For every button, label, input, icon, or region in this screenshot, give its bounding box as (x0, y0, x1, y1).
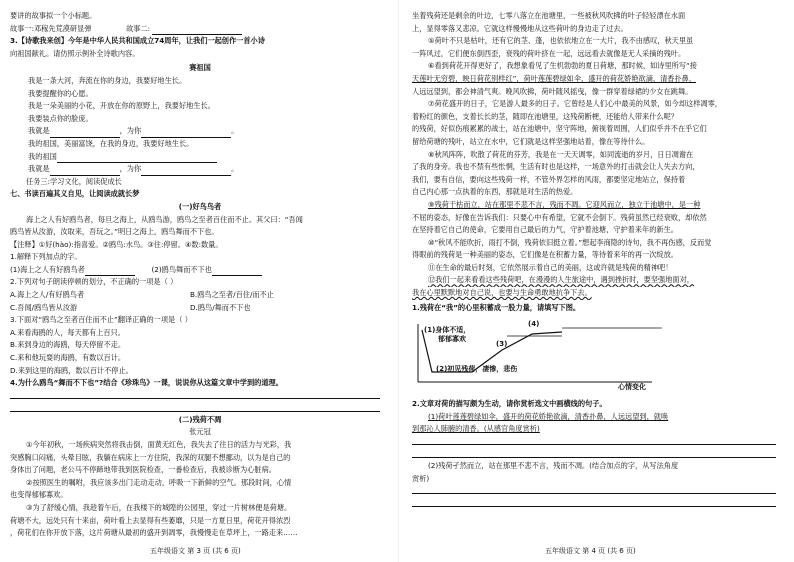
rq2-b: (2)残荷孑然而立，站在那里不悲不言，残而不凋。(结合加点的字，从写法角度 (428, 461, 679, 471)
q1-a-blank[interactable] (85, 267, 135, 276)
left-line-0: 要讲的故事拟一个小标题。 (10, 11, 97, 20)
q3-option-b[interactable]: B.来到身边的海鸥，每天停留不走。 (10, 340, 126, 350)
rq2-b-answer-line-1[interactable] (412, 485, 776, 494)
question-3-cont: 向祖国献礼。请仿照示例补全诗歌内容。 (10, 48, 140, 58)
rq2: 2.文章对荷的描写颇为生动，请你赏析选文中画横线的句子。 (412, 399, 607, 409)
story-two-blank[interactable] (152, 26, 242, 35)
rp-line-15: 自己内心那一点执着的东西，那就是对生活的热爱。 (412, 187, 578, 197)
q2-options-row-2 (10, 302, 390, 315)
q1-b-blank[interactable] (212, 267, 262, 276)
right-page-footer: 五年级语文 第 4 页 (共 6 页) (545, 547, 636, 555)
diagram-node-1: (1)身体不适， (424, 326, 471, 335)
poem-fill-line-2 (10, 163, 390, 176)
q2-option-a[interactable]: A.海上之人/有好鸥鸟者 (10, 290, 85, 300)
q1-a: (1)海上之人有好鸥鸟者 (10, 264, 85, 274)
passage-2-line-7: 荷塘不大，远处只有十来亩，荷叶看上去显得有些萎靡，只是一方夏日里，荷花开得浓烈 (10, 515, 291, 525)
rp-line-3: ⑤荷叶不只是枯叶，还有它的茎、蓬，也依依地立在一大片，我不由感叹，秋天里虽 (428, 36, 694, 46)
q1: 1.解释下列加点的字。 (10, 252, 82, 262)
story-two-label: 故事二: (126, 23, 151, 33)
poem-blank-2[interactable] (141, 129, 231, 138)
rp-line-2: 上，显得零落又悲凉。它就这样慢慢地从这些荷叶的身边走了过去。 (412, 23, 628, 33)
poem-line-3: 我是一朵美丽的小花，开放在你的原野上，我要好地生长。 (28, 101, 215, 111)
rp-line-7: 人远远望到，都会神清气爽。晚风吹拂，荷叶随风摇曳，像一群穿着绿裙的少女在跳舞。 (412, 86, 693, 96)
sub-title-1: (一)好鸟鸟者 (178, 201, 222, 211)
rp-line-11: 留给荷塘的残叶，站立在水中，它们就是这样坚强地站着，像在等待什么。 (412, 136, 650, 146)
poem-fill-end: 。 (231, 126, 239, 136)
author: 张元冠 (189, 427, 211, 437)
rp-line-14: 我们，要有自信，要向这些残荷一样，不管外界怎样的风雨，都要坚定地站立，保持着 (412, 174, 686, 184)
question-3: 3.【诗歌我来创】今年是中华人民共和国成立74周年，让我们一起创作一首小诗 (10, 36, 265, 46)
rq2-b-answer-line-2[interactable] (412, 498, 776, 507)
rp-line-22: ⑫我们一起来看看这些残荷吧，在漫漫的人生旅途中，遇到挫折时，要坚强地面对， (428, 275, 694, 285)
q3-option-a[interactable]: A.来看海鸥的人，每天都有上百只。 (10, 327, 125, 337)
poem-blank-5[interactable] (141, 167, 231, 176)
left-page-footer: 五年级语文 第 3 页 (共 6 页) (150, 547, 241, 555)
passage-1-line-1: 海上之人有好鸥鸟者，每旦之海上，从鸥鸟游，鸥鸟之至者百住而不止。其父曰：“吾闻 (26, 214, 303, 224)
rp-line-6: 天莲叶无穷碧，映日荷花别样红”，荷叶莲莲碧绿如伞，盛开的荷花娇艳欲滴，清香扑鼻， (412, 73, 697, 83)
q4-answer-line-2[interactable] (10, 403, 380, 412)
poem-blank-3[interactable] (57, 154, 217, 163)
passage-2-line-8: ，荷花们在你开放下落，这片荷塘从最初的盛开到凋零，我慢慢走在草坪上，一路走来…… (10, 528, 298, 538)
rp-line-18: 在坚持着它自己的使命，它要用自己最后的力气，守护着池塘，守护着来年的新生。 (412, 225, 678, 235)
poem-motherland: 我的祖国 (28, 151, 57, 161)
rp-line-1: 坐着残荷还是剩余的叶边，七零八落立在池塘里，一些被秋风吹拂的叶子轻轻漂在水面 (412, 11, 686, 20)
rp-line-13: 了我的身旁。我也不禁有些怅惘，生活有时也是这样，一场意外的打击就会让人失去方向， (412, 162, 700, 172)
poem-fill2-end: 。 (231, 164, 239, 174)
q1-items (10, 264, 390, 277)
q2-option-d[interactable]: D.鸥鸟/舞而不下也 (190, 302, 251, 312)
q2-options-row-1 (10, 289, 390, 302)
rq1: 1.残荷在“我”的心里积蓄成一股力量，请填写下图。 (412, 302, 581, 312)
q3-option-d[interactable]: D.来到这里的海鸥，数以百计不停止。 (10, 365, 133, 375)
poem-fill-line-1 (10, 125, 390, 138)
rp-line-5: ⑥看到荷花开得更好了，我想象看见了生机勃勃的夏日荷塘，那时候，如诗里所写“接 (428, 61, 697, 71)
poem-fill2-prefix: 我就是 (28, 164, 50, 174)
q4: 4.为什么鸥鸟“舞而不下也”?结合《珍珠鸟》一课，说说你从这篇文章中学到的道理。 (10, 378, 283, 388)
passage-1-line-2: 鸥鸟皆从汝游，汝取来，吾玩之。”明日之海上，鸥鸟舞而不下也。 (10, 227, 219, 237)
rp-line-17: 不屈的姿态，好像在告诉我们：只要心中有希望，它就不会倒下。残荷虽然已经衰败，却依然 (412, 212, 707, 222)
q2: 2.下列对句子朗读停顿的划分，不正确的一项是（ ） (10, 277, 178, 287)
poem-fill-prefix: 我就是 (28, 126, 50, 136)
section-7: 七、书读百遍其义自见，让阅读成就长梦 (10, 189, 140, 199)
story-one-title: 故事一:邓稼先荒漠研显弹 (10, 23, 92, 33)
q4-answer-line-1[interactable] (10, 390, 380, 399)
passage-2-line-3: 身体出了问题，老公马不停蹄地带我到医院检查，一番检查后，我被诊断为心脏病。 (10, 465, 276, 475)
rq2-b-cont: 赏析) (412, 473, 430, 483)
q2-option-c[interactable]: C.吾闻/鸥鸟皆从汝游 (10, 302, 78, 312)
passage-2-line-6: ③为了舒缓心情，我趁着午后，在我楼下的城隍的公园里，穿过一片树林便是荷塘。 (26, 502, 292, 512)
q2-option-b[interactable]: B.鸥鸟之至者/百住/而不止 (190, 290, 274, 300)
right-column (412, 10, 784, 507)
poem-line-2: 我要提醒你的心愿。 (28, 88, 93, 98)
rq2-a-answer-line-1[interactable] (412, 436, 776, 445)
rq2-a: (1)荷叶莲莲碧绿如伞，盛开的荷花娇艳欲滴，清香扑鼻，人远远望到，就唤 (428, 411, 669, 421)
poem-line-1: 我是一条大河，奔流在你的身边，我要好地生长。 (28, 75, 187, 85)
diagram-node-4[interactable]: (4) (528, 320, 540, 329)
poem-line-4: 我要装点你的脸庞。 (28, 113, 93, 123)
note: 【注释】①好(hào):指喜爱。②鸥鸟:水鸟。③住:停留。④数:数量。 (10, 239, 223, 249)
column-divider (398, 0, 399, 562)
poem-line-5: 我的祖国，美丽富饶，在我的身边，我要好地生长。 (28, 138, 194, 148)
rp-line-9: 着粉红的颜色，支着长长的茎，随即在池塘里，这残荷断梗，还能给人带来什么呢？ (412, 111, 678, 121)
poem-blank-1[interactable] (50, 129, 120, 138)
task-3: 任务三:学习文化，阅读促成长 (26, 176, 122, 186)
poem-title: 赛祖国 (189, 63, 211, 73)
rp-line-12: ⑧秋风阵阵，吹散了荷花的芬芳，我是在一天天调零，如同流逝的岁月，日日凋谢在 (428, 149, 694, 159)
q3: 3.下面对“鸥鸟之至者百住而不止”翻译正确的一项是（ ） (10, 315, 192, 325)
rq2-a-cont: 到那沁人肺腑的清香。(从感官角度赏析) (412, 424, 540, 434)
rp-line-20: 得眼前的残荷是一种美丽的姿态，它们像是在积蓄力量，等待着来年的再一次绽放。 (412, 250, 678, 260)
left-column (10, 10, 390, 540)
q1-b: (2)鸥鸟舞而不下也 (151, 264, 212, 274)
rq2-a-answer-line-2[interactable] (412, 449, 776, 458)
story-titles (10, 23, 390, 36)
passage-2-line-2: 突感胸口闷痛，头晕目眩，我躺在病床上一方住院，我深的双腿不想挪动，以为是自己的 (10, 452, 291, 462)
poem-line-6 (10, 151, 390, 164)
mood-diagram (412, 320, 672, 390)
passage-2-line-1: ①今年初秋，一场疾病突然将我击倒，面黄无红色，我失去了往日的活力与光彩，我 (26, 440, 292, 449)
passage-2-line-4: ②按照医生的嘱咐，我应该多出门走动走动，呼吸一下新鲜的空气。那段时间，心情 (26, 477, 292, 487)
rp-line-21: ⑪在生命的最后时刻，它依然展示着自己的美丽，这或许就是残荷的精神吧！ (428, 262, 673, 272)
poem-fill2-mid: ，为你 (119, 164, 142, 174)
rp-line-19: ⑩“秋风不能吹折，雨打不倒，残荷依旧挺立着。”想起李商隐的诗句，我不再伤感，反而觉 (428, 237, 712, 247)
diagram-axis-label: 心情变化 (618, 383, 646, 392)
diagram-node-1b: 郁郁寡欢 (438, 335, 466, 344)
diagram-node-2: (2)初见残荷，凄惨，悲伤 (436, 365, 518, 374)
rp-line-23: 我在心里默默地对自己说，也要与生命勇敢地抗争下去。 (412, 288, 592, 298)
rp-line-4: 一阵风过，它们便东倒西歪，衰残的荷叶挤在一起，远远看去就像是无人采摘的残叶。 (412, 48, 686, 58)
q3-option-c[interactable]: C.来和他玩耍的海鸥，有数以百计。 (10, 353, 126, 363)
sub-title-2: (二)残荷不凋 (178, 414, 222, 424)
rp-line-10: 的残荷，好似伤痕累累的战士，站在池塘中，坚守阵地，俯视着周围，人们似乎并不在乎它们 (412, 124, 707, 134)
passage-2-line-5: 也变得郁郁寡欢。 (10, 490, 68, 500)
rp-line-16: ⑨残荷干枯而立，站在那里不悲不言，残而不凋。它迎风而立，独立于池塘中，是一种 (428, 199, 701, 209)
poem-blank-4[interactable] (50, 167, 120, 176)
diagram-node-3[interactable]: (3) (496, 340, 508, 349)
rp-line-8: ⑦荷花盛开的日子，它是游人最多的日子。它曾经是人们心中最美的风景，如今却这样凋零， (428, 99, 722, 109)
poem-fill-mid: ，为你 (119, 126, 142, 136)
